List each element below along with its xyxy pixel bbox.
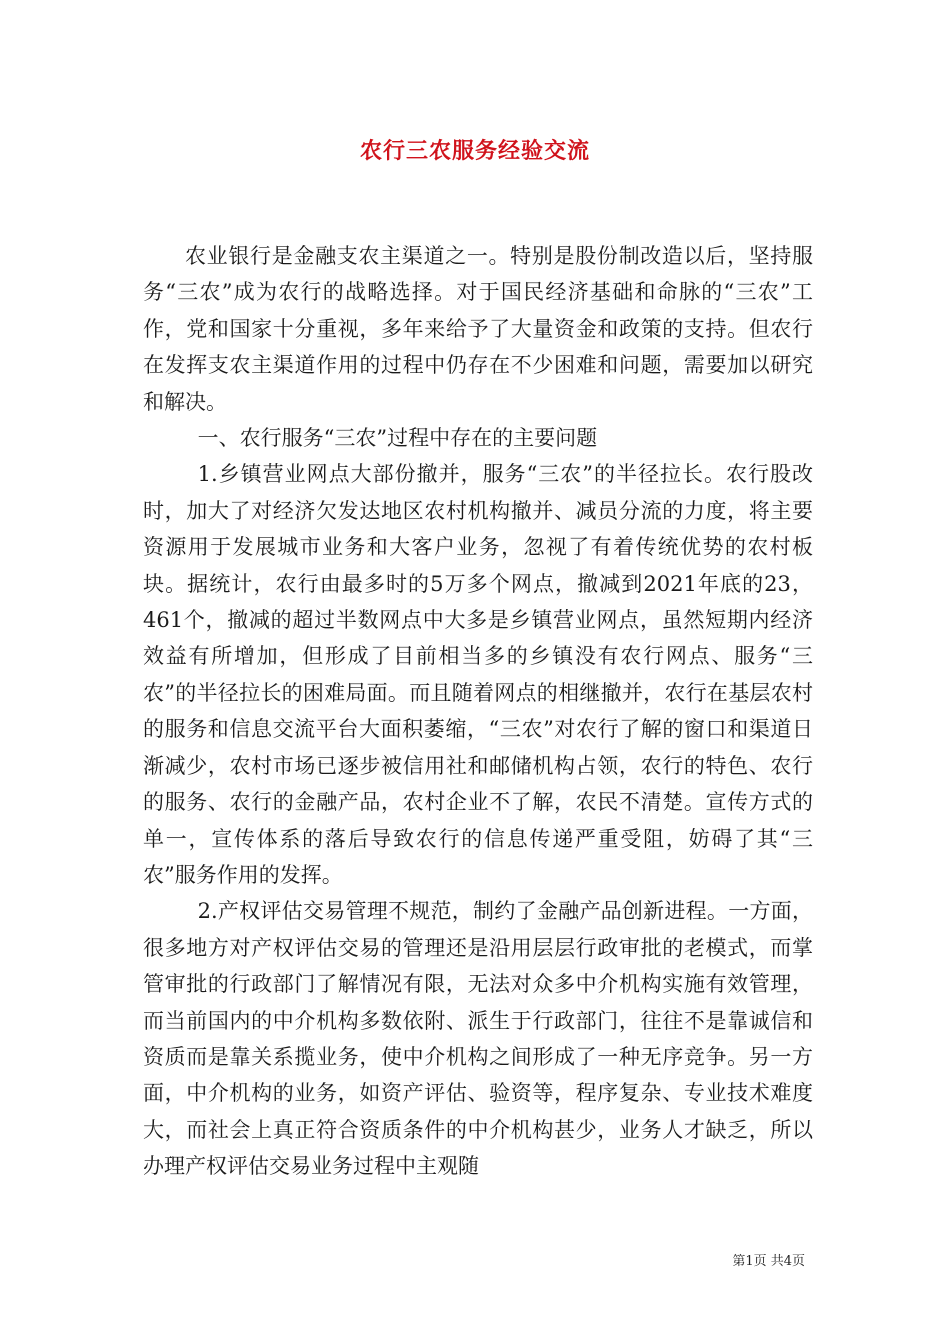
section-heading: 一、农行服务“三农”过程中存在的主要问题 <box>197 426 598 451</box>
intro-paragraph: 农业银行是金融支农主渠道之一。特别是股份制改造以后，坚持服务“三农”成为农行的战略选择。对于国民经济基础和命脉的“三农”工作，党和国家十分重视，多年来给予了大量资金和政策的支持。但农行在发挥支农主渠道作用的过程中仍存在不少困难和问题，需要加以研究和解决。 <box>143 244 813 414</box>
document-body <box>143 238 813 1185</box>
page-footer: 第1页 共4页 <box>732 1254 805 1269</box>
item-paragraph-2: 2.产权评估交易管理不规范，制约了金融产品创新进程。一方面，很多地方对产权评估交易的管理还是沿用层层行政审批的老模式，而掌管审批的行政部门了解情况有限，无法对众多中介机构实施有效管理，而当前国内的中介机构多数依附、派生于行政部门，往往不是靠诚信和资质而是靠关系揽业务，使中介机构之间形成了一种无序竞争。另一方面，中介机构的业务，如资产评估、验资等，程序复杂、专业技术难度大，而社会上真正符合资质条件的中介机构甚少，业务人才缺乏，所以办理产权评估交易业务过程中主观随 <box>143 899 813 1179</box>
item-paragraph-1: 1.乡镇营业网点大部份撤并，服务“三农”的半径拉长。农行股改时，加大了对经济欠发达地区农村机构撤并、减员分流的力度，将主要资源用于发展城市业务和大客户业务，忽视了有着传统优势的农村板块。据统计，农行由最多时的5万多个网点，撤减到2021年底的23，461个，撤减的超过半数网点中大多是乡镇营业网点，虽然短期内经济效益有所增加，但形成了目前相当多的乡镇没有农行网点、服务“三农”的半径拉长的困难局面。而且随着网点的相继撤并，农行在基层农村的服务和信息交流平台大面积萎缩，“三农”对农行了解的窗口和渠道日渐减少，农村市场已逐步被信用社和邮储机构占领，农行的特色、农行的服务、农行的金融产品，农村企业不了解，农民不清楚。宣传方式的单一，宣传体系的落后导致农行的信息传递严重受阻，妨碍了其“三农”服务作用的发挥。 <box>143 462 813 887</box>
page-title: 农行三农服务经验交流 <box>359 138 590 164</box>
